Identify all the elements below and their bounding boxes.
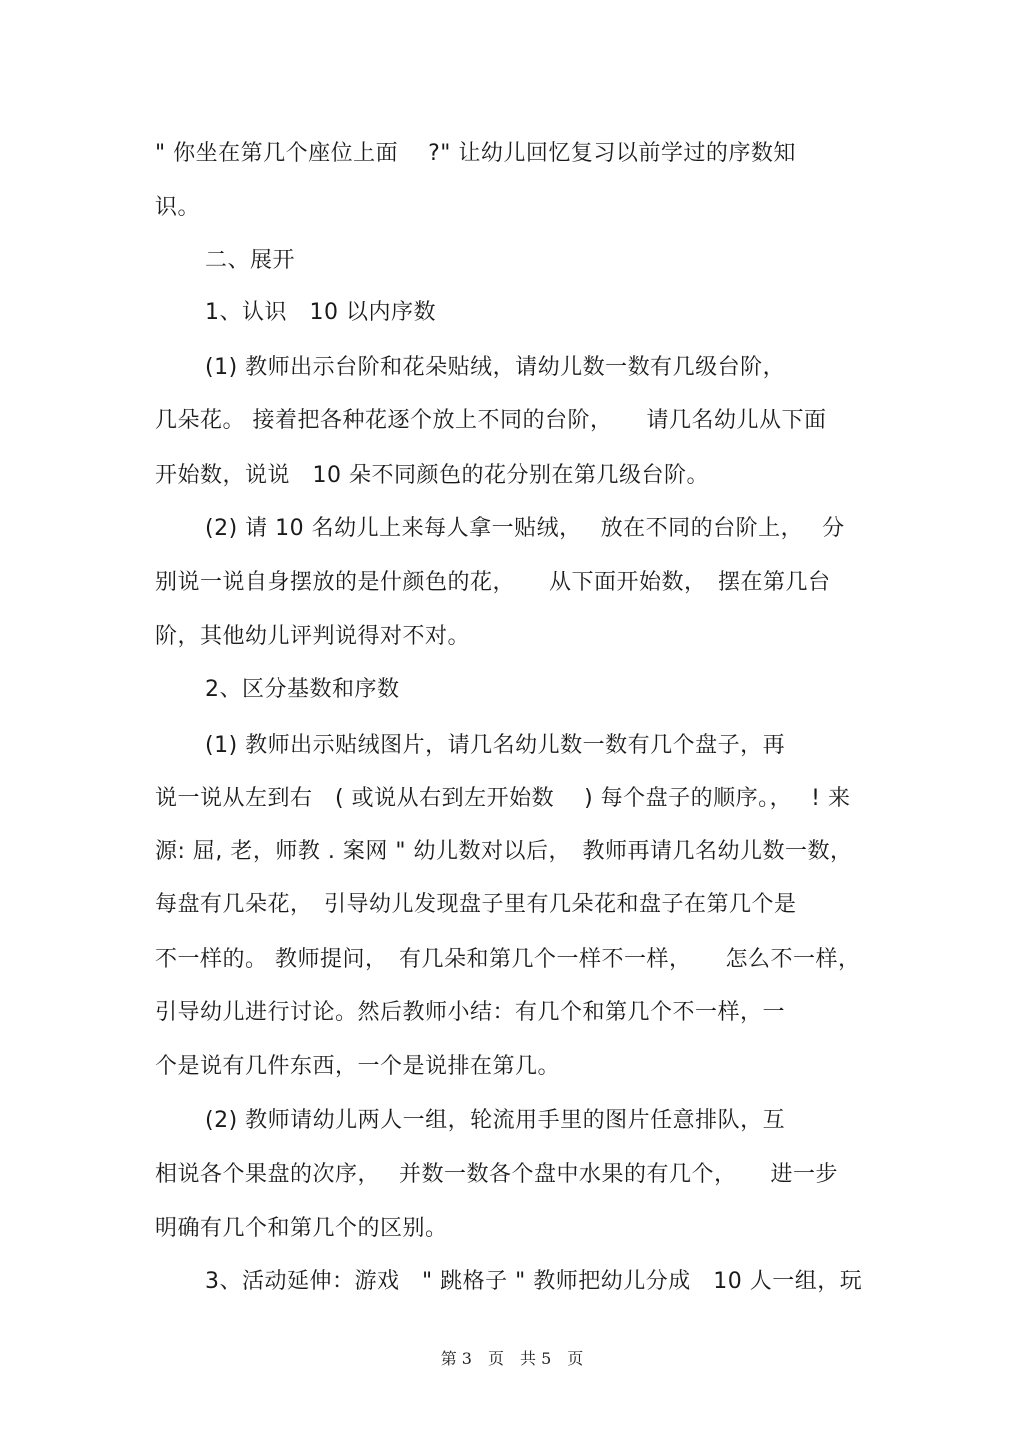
text-line-20: 相说各个果盘的次序， 并数一数各个盘中水果的有几个， 进一步 [155,1162,838,1187]
text-line-21: 明确有几个和第几个的区别。 [155,1216,448,1241]
text-line-13: 说一说从左到右 ( 或说从右到左开始数 ) 每个盘子的顺序。， ! 来 [155,786,851,811]
page-number-footer: 第 3 页 共 5 页 [440,1349,584,1368]
subheading-ordinal: 1、认识 10 以内序数 [205,300,436,325]
subheading-cardinal-ordinal: 2、区分基数和序数 [205,677,400,702]
text-line-15: 每盘有几朵花， 引导幼儿发现盘子里有几朵花和盘子在第几个是 [155,892,797,917]
text-line-17: 引导幼儿进行讨论。然后教师小结：有几个和第几个不一样，一 [155,1000,786,1025]
text-line-6: 几朵花。 接着把各种花逐个放上不同的台阶， 请几名幼儿从下面 [155,408,827,433]
text-line-7: 开始数，说说 10 朵不同颜色的花分别在第几级台阶。 [155,463,709,488]
text-line-10: 阶，其他幼儿评判说得对不对。 [155,624,471,649]
text-line-5: (1) 教师出示台阶和花朵贴绒，请幼儿数一数有几级台阶， [205,355,786,380]
text-line-2: 识。 [155,195,201,220]
text-line-16: 不一样的。 教师提问， 有几朵和第几个一样不一样， 怎么不一样， [155,947,861,972]
subheading-extension: 3、活动延伸：游戏 " 跳格子 " 教师把幼儿分成 10 人一组，玩 [205,1269,863,1294]
text-line-8: (2) 请 10 名幼儿上来每人拿一贴绒， 放在不同的台阶上， 分 [205,516,845,541]
text-line-14: 源: 屈, 老，师教 . 案网 " 幼儿数对以后， 教师再请几名幼儿数一数， [155,839,853,864]
section-heading-expand: 二、展开 [205,248,296,273]
text-line-9: 别说一说自身摆放的是什颜色的花， 从下面开始数， 摆在第几台 [155,570,831,595]
text-line-18: 个是说有几件东西，一个是说排在第几。 [155,1054,561,1079]
text-line-19: (2) 教师请幼儿两人一组，轮流用手里的图片任意排队，互 [205,1108,786,1133]
text-line-12: (1) 教师出示贴绒图片，请几名幼儿数一数有几个盘子，再 [205,733,786,758]
text-line-1: " 你坐在第几个座位上面 ?" 让幼儿回忆复习以前学过的序数知 [155,141,796,166]
